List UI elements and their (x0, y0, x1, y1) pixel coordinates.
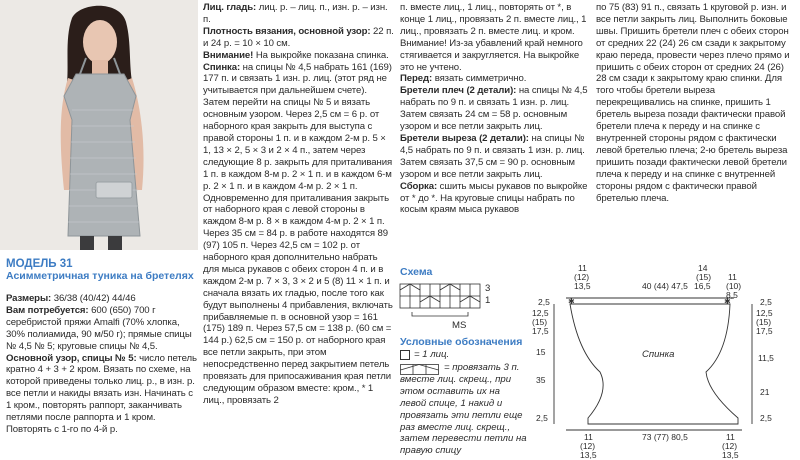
legend-title: Условные обозначения (400, 336, 523, 348)
dim-bottom-right-3: 13,5 (722, 450, 739, 460)
svg-text:✱: ✱ (568, 297, 575, 306)
column-2 (203, 2, 396, 407)
col1-paragraph (6, 353, 198, 436)
col2-paragraph-heading: Плотность вязания, основной узор: (203, 25, 371, 37)
col2-paragraph-text: На выкройке показана спинка. (253, 49, 389, 61)
dim-bottom-left-2: (12) (580, 441, 596, 451)
col2-paragraph-text: на спицы № 4,5 набрать 161 (169) 177 п. и связать 1 изн. р. лиц. (этот ряд не учитывается при дальнейшем счете). Затем перейти на спицы № 5 и вязать основным узором. Через 2,5 см = 6 р. от наборного края закрыть для выступа с правой стороны 1 п. и в каждом 2-м р. 5 × 1, 13 × 2, 5 × 3 и 2 × 4 п., затем через следующие 8 р. закрыть для приталивания 1 п. в каждом 8-м р. 2 × 1 п. и в каждом 6-м р. 2 × 1 п. и в каждом 4-м р. 2 × 1 п. Одновременно для приталивания закрыть от наборного края с левой стороны в каждом 8-м р. 8 × в каждом 4-м р. 2 × 1 п. Через 35 см = 84 р. в работе находятся 89 (97) 105 п. Через 42,5 см = 102 р. от наборного края дополнительно набрать для мыса рукавов с обеих сторон 4 п. и в каждом 2-м р. 7 × 3, 3 × 2 и 5 (8) 11 × 1 п. и сначала вязать их гладью, после того как будут выполнены 4 прибавления, включать прибавляемые п. в основной узор = 161 (175) 189 п. Через 57,5 см = 138 р. (60 см = 144 р.) 62,5 см = 150 р. от наборного края все петли закрыть, при этом непосредственно перед закрытием петель провязать для припосаживания края петли следующим образом вместе: кром., * 1 лиц., провязать 2 (203, 61, 393, 406)
chart-row-1: 1 (485, 295, 491, 306)
col4-paragraph (596, 2, 796, 204)
pattern-diagram (530, 262, 800, 460)
col3-paragraph (400, 73, 592, 85)
legend-box-symbol (400, 350, 410, 360)
dim-top-left-3: 13,5 (574, 281, 591, 291)
dim-bottom-mid: 73 (77) 80,5 (642, 432, 688, 442)
dim-top-right-b-1: 11 (728, 272, 737, 282)
dim-top-left-2: (12) (574, 272, 590, 282)
legend-item-1: = 1 лиц. (414, 349, 450, 360)
svg-text:✱: ✱ (724, 297, 731, 306)
scheme-title: Схема (400, 266, 433, 278)
col3-paragraph-heading: Сборка: (400, 180, 438, 192)
stitch-chart (398, 280, 498, 336)
part-label: Спинка (642, 349, 675, 360)
col2-paragraph-heading: Лиц. гладь: (203, 2, 257, 13)
col2-paragraph (203, 50, 396, 62)
col3-paragraph-text: вязать симметрично. (432, 73, 527, 85)
col1-paragraph-text: 600 (650) 700 г серебристой пряжи Amalfi (70% хлопка, 30% полиамида, 90 м/50 г); прямые спицы № 4,5 № 5; круговые спицы № 4,5. (6, 304, 192, 352)
chart-row-3: 3 (485, 283, 491, 294)
dim-bottom-right-2: (12) (722, 441, 738, 451)
chart-repeat-label: MS (452, 320, 467, 331)
dim-bottom-right-1: 11 (726, 432, 735, 442)
column-1 (6, 293, 198, 436)
col1-paragraph (6, 293, 198, 305)
col1-paragraph-text: 36/38 (40/42) 44/46 (51, 293, 136, 304)
dim-left-7: 2,5 (536, 413, 548, 423)
col1-paragraph-heading: Основной узор, спицы № 5: (6, 352, 137, 364)
col2-paragraph (203, 62, 396, 407)
dim-right-7: 2,5 (760, 413, 772, 423)
col4-paragraph-text: по 75 (83) 91 п., связать 1 круговой р. изн. и все петли закрыть лиц. Выполнить боковые швы. Пришить бретели плеч с обеих сторон от средних 22 (24) 26 см сзади к закрытому краю переда, провести через плечо прямо и пришить с обеих сторон от средних 24 (26) 28 см сзади к закрытому краю спинки. Для того чтобы бретели выреза перекрещивались на спинке, пришить 1 бретель выреза позади фактически правой бретели плеча к переду и на спинке с внутренней стороны рядом с фактически левой бретелью плеча; 2-ю бретель выреза пришить позади фактически левой бретели плеча к переду и на спинке с внутренней стороны рядом с фактически правой бретелью плеча. (596, 2, 790, 204)
col3-paragraph-text: п. вместе лиц., 1 лиц., повторять от *, в конце 1 лиц., провязать 2 п. вместе лиц., 1 лиц., провязать 2 п. вместе лиц. и кром. Внимание! Из-за убавлений край немного стягивается и закругляется. На выкройке это не учтено. (400, 2, 587, 73)
dim-top-right-b-3: 8,5 (726, 290, 738, 300)
col3-paragraph-heading: Бретели выреза (2 детали): (400, 132, 529, 144)
dim-right-4: 17,5 (756, 326, 773, 336)
dim-bottom-left-1: 11 (584, 432, 593, 442)
dim-right-2: 12,5 (756, 308, 773, 318)
dim-left-2: 12,5 (532, 308, 549, 318)
col3-paragraph (400, 2, 592, 73)
col2-paragraph-text: 22 п. и 24 р. = 10 × 10 см. (203, 25, 394, 49)
col1-paragraph-heading: Размеры: (6, 293, 52, 304)
model-number: МОДЕЛЬ 31 (6, 258, 73, 270)
legend-item-2: = провязать 3 п. вместе лиц. скрещ., при этом оставить их на левой спице, 1 накид и провязать эти петли еще раз вместе лиц. скрещ., затем перевести петли на правую спицу (400, 362, 527, 457)
col2-paragraph-heading: Спинка: (203, 61, 241, 73)
dim-top-right-a-4: 16,5 (694, 281, 711, 291)
dim-top-right-a-3: (15) (696, 272, 712, 282)
model-title: Асимметричная туника на бретелях (6, 270, 194, 282)
dim-right-5: 11,5 (758, 353, 774, 363)
dim-right-1: 2,5 (760, 297, 772, 307)
dim-top-right-a-2: 14 (698, 263, 708, 273)
dim-right-6: 21 (760, 387, 770, 397)
col3-paragraph (400, 85, 592, 133)
col3-paragraph-heading: Перед: (400, 73, 433, 85)
col1-paragraph (6, 305, 198, 353)
dim-bottom-left-3: 13,5 (580, 450, 597, 460)
dim-top-right-b-2: (10) (726, 281, 742, 291)
col3-paragraph (400, 181, 592, 217)
dim-left-3: (15) (532, 317, 548, 327)
dim-left-1: 2,5 (538, 297, 550, 307)
col2-paragraph-text: лиц. р. – лиц. п., изн. р. – изн. п. (203, 2, 388, 25)
dim-left-4: 17,5 (532, 326, 549, 336)
col2-paragraph (203, 26, 396, 50)
model-photo-illustration (0, 0, 198, 250)
col1-paragraph-heading: Вам потребуется: (6, 304, 89, 316)
dim-top-left-1: 11 (578, 263, 587, 273)
col3-paragraph (400, 133, 592, 181)
dim-left-6: 35 (536, 375, 546, 385)
col1-paragraph-text: число петель кратно 4 + 3 + 2 кром. Вязать по схеме, на которой приведены только лиц. р., в изн. р. все петли и накиды вязать изн. Начинать с 1 кром., повторять раппорт, заканчивать петлями после раппорта и 1 кром. Повторять с 1-го по 4-й р. (6, 352, 197, 435)
col3-paragraph-text: на спицы № 4,5 набрать по 9 п. и связать 1 изн. р. лиц. Затем связать 24 см = 58 р. основным узором и все петли закрыть лиц. (400, 85, 588, 133)
column-3 (400, 2, 592, 216)
col2-paragraph-heading: Внимание! (203, 49, 254, 61)
col3-paragraph-text: сшить мысы рукавов по выкройке от * до *. На круговые спицы набрать по косым краям мыса рукавов (400, 180, 588, 216)
dim-left-5: 15 (536, 347, 546, 357)
col2-paragraph (203, 2, 396, 26)
col3-paragraph-text: на спицы № 4,5 набрать по 9 п. и связать 1 изн. р. лиц. Затем связать 37,5 см = 90 р. основным узором и все петли закрыть лиц. (400, 132, 585, 180)
model-photo (0, 0, 198, 250)
column-4 (596, 2, 796, 204)
col3-paragraph-heading: Бретели плеч (2 детали): (400, 85, 517, 97)
dim-top-mid: 40 (44) 47,5 (642, 281, 688, 291)
dim-right-3: (15) (756, 317, 772, 327)
